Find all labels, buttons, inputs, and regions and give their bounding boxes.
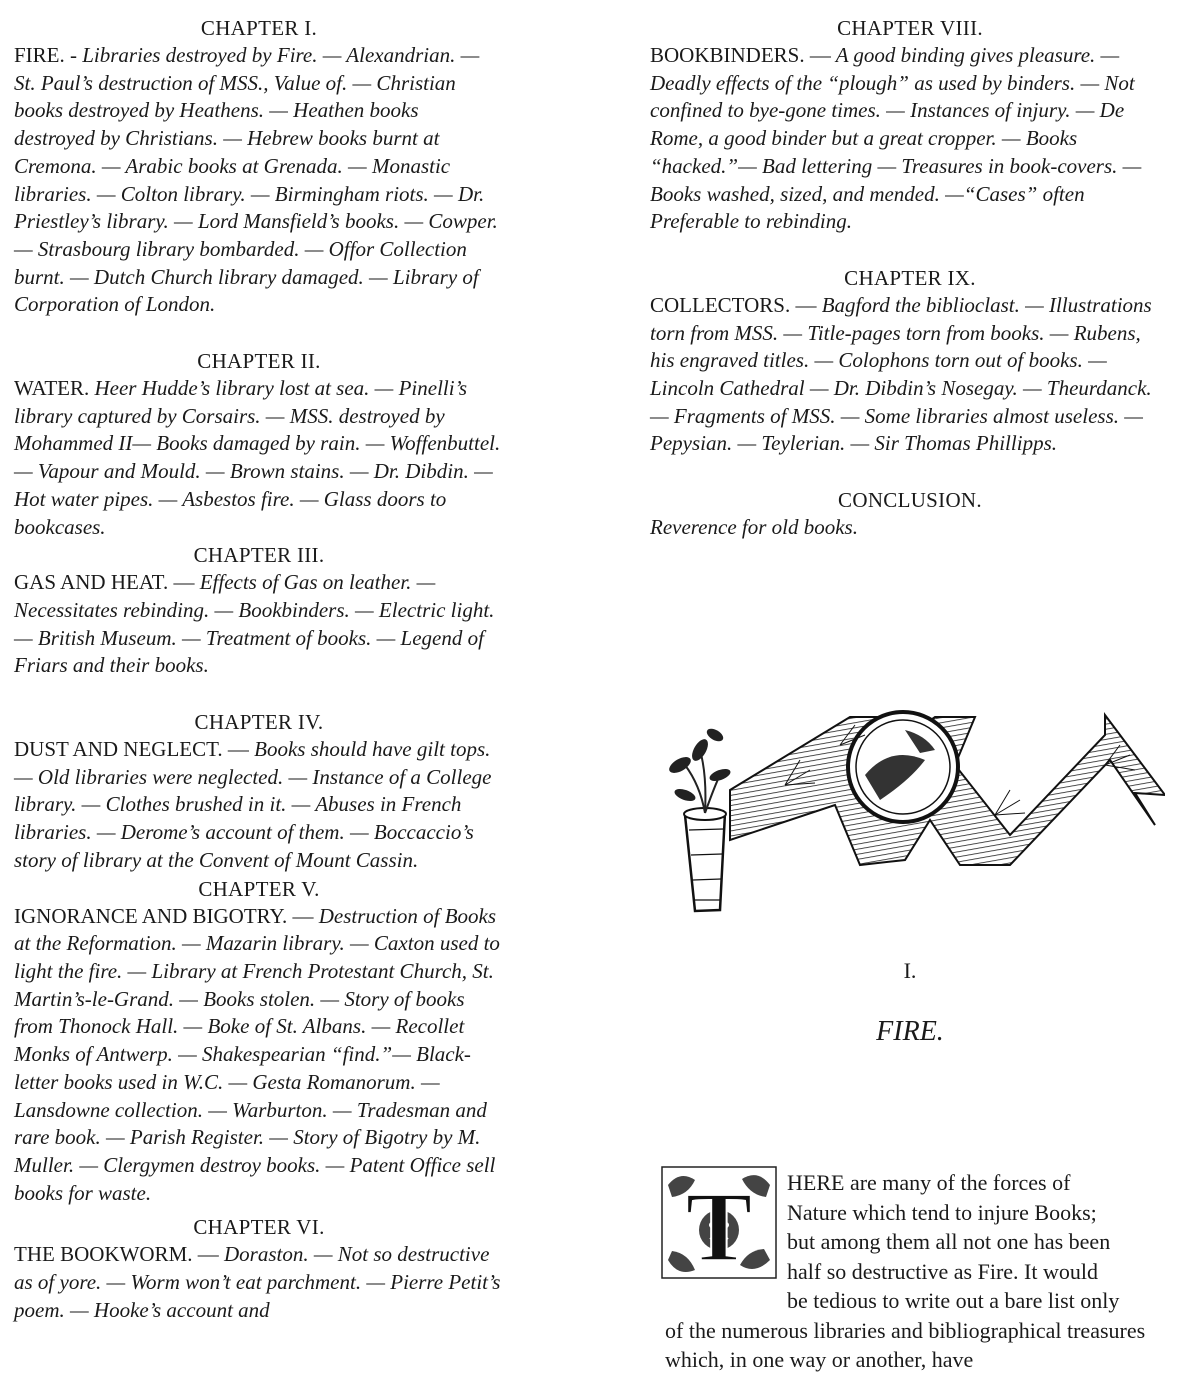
drop-cap-letter: T <box>685 1171 753 1280</box>
conclusion-entry <box>650 486 1170 542</box>
chapter-summary <box>14 903 504 1208</box>
chapter-heading: CHAPTER IX. <box>844 265 976 290</box>
chapter-description: Libraries destroyed by Fire. — Alexandrian. — St. Paul’s destruction of MSS., Value of. — Christian books destroyed by Heathens. — Heathen books destroyed by Christians. — Hebrew books burnt at Cremona. — Arabic books at Grenada. — Monastic libraries. — Colton library. — Birmingham riots. — Dr. Priestley’s library. — Lord Mansfield’s books. — Cowper. — Strasbourg library bombarded. — Offor Collection burnt. — Dutch Church library damaged. — Library of Corporation of London. <box>14 43 498 317</box>
chapter-heading: CONCLUSION. <box>838 488 982 513</box>
chapter-heading: CHAPTER I. <box>200 16 318 40</box>
chapter-summary <box>650 42 1170 236</box>
chapter-topic: DUST AND NEGLECT. — <box>14 737 249 762</box>
chapter-topic: COLLECTORS. — <box>650 292 822 317</box>
ribbon-headpiece-ornament <box>665 705 1165 915</box>
chapter-summary <box>650 292 1170 458</box>
chapter-summary <box>14 1241 504 1324</box>
text-line: half so destructive as Fire. It would <box>787 1258 1098 1284</box>
contents-right-column <box>650 14 1170 542</box>
chapter-topic: GAS AND HEAT. — <box>14 570 195 595</box>
chapter-summary <box>14 375 504 541</box>
text-line: Nature which tend to injure Books; <box>787 1199 1097 1225</box>
chapter-heading: CHAPTER IV. <box>194 710 324 735</box>
chapter-description: Effects of Gas on leather. — Necessitates rebinding. — Bookbinders. — Electric light. — British Museum. — Treatment of books. — Legend of Friars and their books. <box>14 570 495 678</box>
chapter-summary <box>14 569 504 680</box>
chapter-description: Destruction of Books at the Reformation. — Mazarin library. — Caxton used to light the fire. — Library at French Protestant Church, St. Martin’s-le-Grand. — Books stolen. — Story of books from Thonock Hall. — Boke of St. Albans. — Recollet Monks of Antwerp. — Shakespearian “find.”— Black-letter books used in W.C. — Gesta Romanorum. — Lansdowne collection. — Warburton. — Tradesman and rare book. — Parish Register. — Story of Bigotry by M. Muller. — Clergymen destroy books. — Patent Office sell books for waste. <box>14 903 500 1205</box>
chapter-6-entry <box>14 1213 504 1324</box>
paragraph-continuation: of the numerous libraries and bibliographical treasures which, in one way or another, have <box>665 1317 1146 1372</box>
chapter-3-entry <box>14 541 504 680</box>
chapter-description: Bagford the biblioclast. — Illustrations torn from MSS. — Title-pages torn from books. — Rubens, his engraved titles. — Colophons torn out of books. — Lincoln Cathedral — Dr. Dibdin’s Nosegay. — Theurdanck. — Fragments of MSS. — Some libraries almost useless. — Pepysian. — Teylerian. — Sir Thomas Phillipps. <box>650 292 1152 456</box>
chapter-description: A good binding gives pleasure. — Deadly effects of the “plough” as used by binders. — Not confined to bye-gone times. — Instances of injury. — De Rome, a good binder but a great cropper. — Books “hacked.”— Bad lettering — Treasures in book-covers. — Books washed, sized, and mended. —“Cases” often Preferable to rebinding. <box>650 43 1142 234</box>
chapter-2-entry <box>14 347 504 541</box>
chapter-title: FIRE. <box>876 1016 944 1047</box>
drop-cap-wrapped-lines <box>787 1168 1175 1316</box>
chapter-summary <box>14 42 504 319</box>
chapter-heading: CHAPTER VIII. <box>837 16 983 40</box>
chapter-topic: BOOKBINDERS. — <box>650 43 831 67</box>
chapter-summary <box>14 736 504 875</box>
chapter-topic: IGNORANCE AND BIGOTRY. — <box>14 903 314 928</box>
chapter-heading: CHAPTER VI. <box>193 1215 325 1240</box>
contents-left-column <box>14 14 504 1324</box>
chapter-9-entry <box>650 264 1170 458</box>
text-line: but among them all not one has been <box>787 1229 1111 1254</box>
chapter-description: Reverence for old books. <box>650 515 858 540</box>
chapter-opening-paragraph <box>665 1168 1175 1375</box>
chapter-5-entry <box>14 875 504 1208</box>
text-line: HERE are many of the forces of <box>787 1170 1071 1195</box>
chapter-description: Heer Hudde’s library lost at sea. — Pinelli’s library captured by Corsairs. — MSS. destroyed by Mohammed II— Books damaged by rain. — Woffenbuttel. — Vapour and Mould. — Brown stains. — Dr. Dibdin. — Hot water pipes. — Asbestos fire. — Glass doors to bookcases. <box>14 376 501 539</box>
text-line: be tedious to write out a bare list only <box>787 1288 1120 1313</box>
chapter-heading: CHAPTER V. <box>198 876 320 901</box>
chapter-topic: WATER. <box>14 376 95 401</box>
chapter-heading: CHAPTER II. <box>197 349 321 374</box>
chapter-1-entry <box>14 14 504 319</box>
chapter-description: Books should have gilt tops. — Old libraries were neglected. — Instance of a College library. — Clothes brushed in it. — Abuses in French libraries. — Derome’s account of them. — Boccaccio’s story of library at the Convent of Mount Cassin. <box>14 737 492 872</box>
chapter-description: Doraston. — Not so destructive as of yore. — Worm won’t eat parchment. — Pierre Petit’s poem. — Hooke’s account and <box>14 1242 501 1322</box>
chapter-8-entry <box>650 14 1170 236</box>
chapter-4-entry <box>14 708 504 875</box>
chapter-topic: FIRE. - <box>14 43 77 67</box>
chapter-topic: THE BOOKWORM. — <box>14 1242 224 1267</box>
chapter-summary <box>650 514 1170 542</box>
chapter-heading: CHAPTER III. <box>193 543 325 568</box>
chapter-number: I. <box>903 958 917 983</box>
